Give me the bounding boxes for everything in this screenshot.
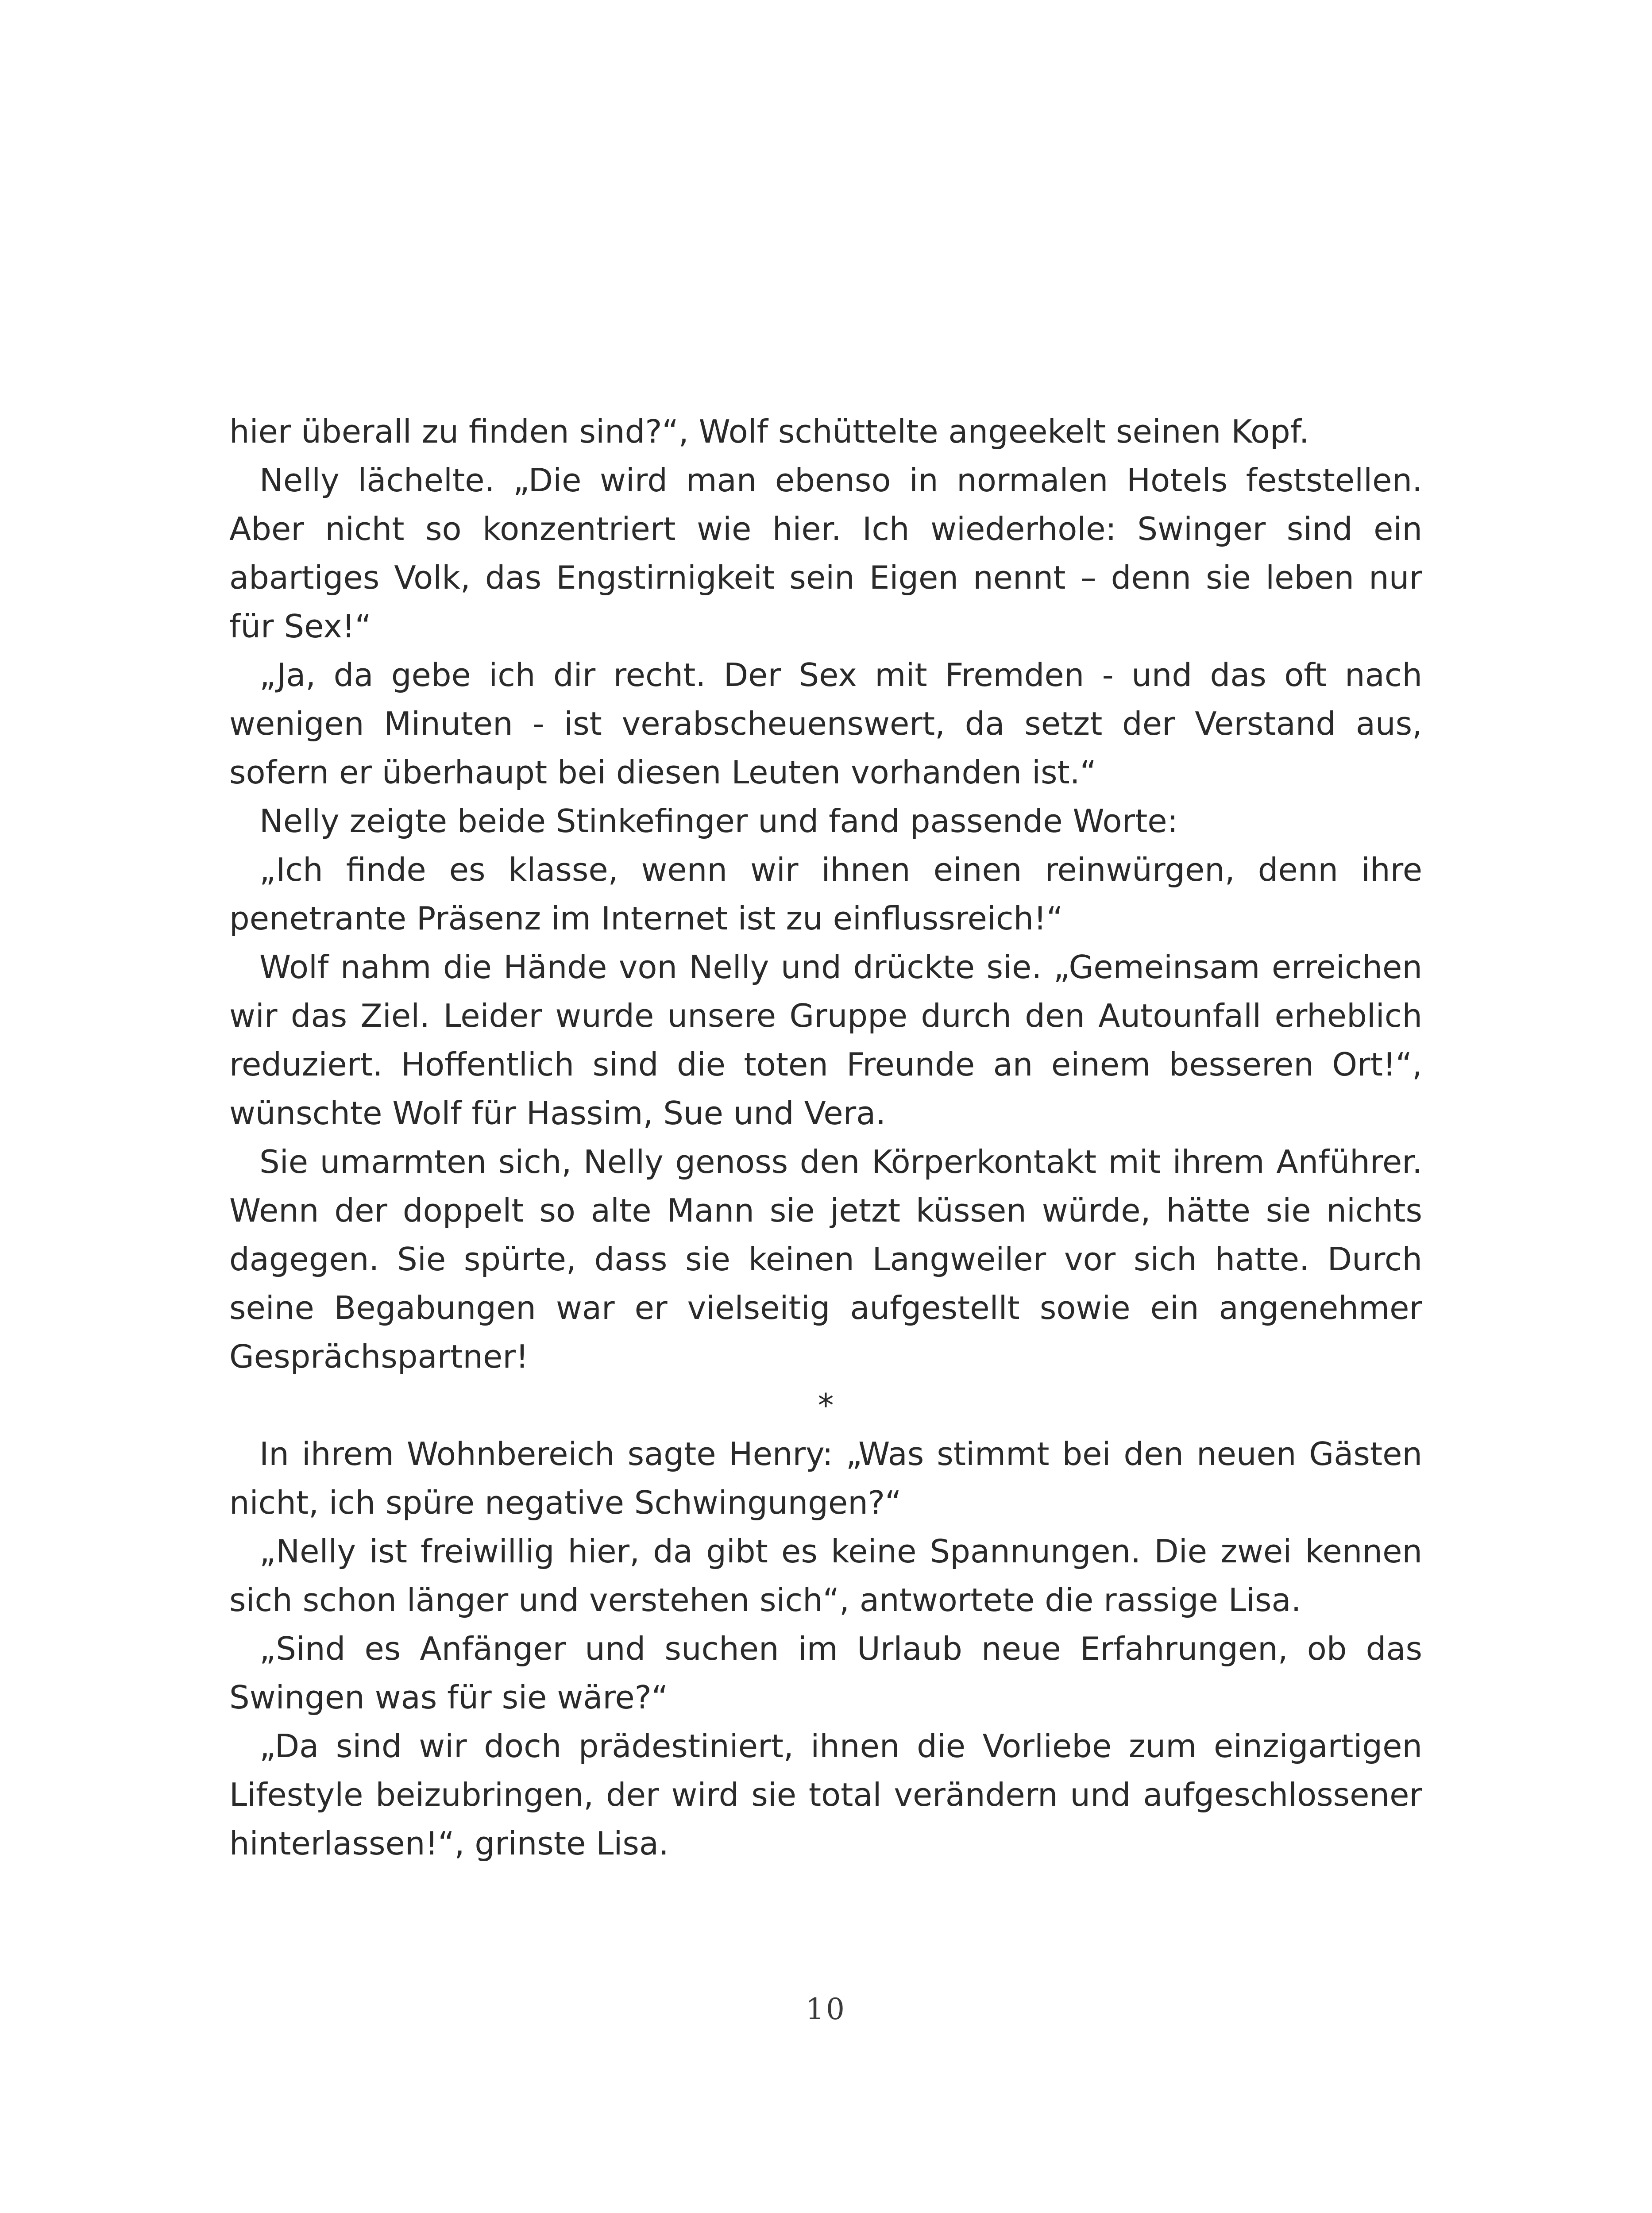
- scene-separator: *: [818, 1387, 834, 1424]
- body-text: [229, 407, 1422, 1868]
- paragraph: In ihrem Wohnbereich sagte Henry: „Was stimmt bei den neuen Gästen nicht, ich spüre negative Schwingungen?“: [229, 1435, 1422, 1521]
- paragraph: „Da sind wir doch prädestiniert, ihnen die Vorliebe zum einzigartigen Lifestyle beizubringen, der wird sie total verändern und aufgeschlossener hinterlassen!“, grinste Lisa.: [229, 1727, 1422, 1862]
- paragraph: „Ja, da gebe ich dir recht. Der Sex mit Fremden - und das oft nach wenigen Minuten - ist verabscheuenswert, da setzt der Verstand aus, sofern er überhaupt bei diesen Leuten vorhanden ist.“: [229, 656, 1422, 791]
- paragraph: „Ich finde es klasse, wenn wir ihnen einen reinwürgen, denn ihre penetrante Präsenz im Internet ist zu einflussreich!“: [229, 851, 1422, 937]
- paragraph: Nelly zeigte beide Stinkefinger und fand passende Worte:: [259, 802, 1178, 840]
- paragraph: Wolf nahm die Hände von Nelly und drückte sie. „Gemeinsam erreichen wir das Ziel. Leider wurde unsere Gruppe durch den Autounfall erheblich reduziert. Hoffentlich sind die toten Freunde an einem besseren Ort!“, wünschte Wolf für Hassim, Sue und Vera.: [229, 948, 1422, 1132]
- paragraph: „Nelly ist freiwillig hier, da gibt es keine Spannungen. Die zwei kennen sich schon länger und verstehen sich“, antwortete die rassige Lisa.: [229, 1533, 1422, 1619]
- paragraph: Sie umarmten sich, Nelly genoss den Körperkontakt mit ihrem Anführer. Wenn der doppelt so alte Mann sie jetzt küssen würde, hätte sie nichts dagegen. Sie spürte, dass sie keinen Langweiler vor sich hatte. Durch seine Begabungen war er vielseitig aufgestellt sowie ein angenehmer Gesprächspartner!: [229, 1143, 1422, 1375]
- paragraph: Nelly lächelte. „Die wird man ebenso in normalen Hotels feststellen. Aber nicht so konzentriert wie hier. Ich wiederhole: Swinger sind ein abartiges Volk, das Engstirnigkeit sein Eigen nennt – denn sie leben nur für Sex!“: [229, 462, 1422, 645]
- paragraph: „Sind es Anfänger und suchen im Urlaub neue Erfahrungen, ob das Swingen was für sie wäre?“: [229, 1630, 1422, 1716]
- page-number: 10: [806, 1992, 846, 2026]
- paragraph: hier überall zu finden sind?“, Wolf schüttelte angeekelt seinen Kopf.: [229, 413, 1309, 450]
